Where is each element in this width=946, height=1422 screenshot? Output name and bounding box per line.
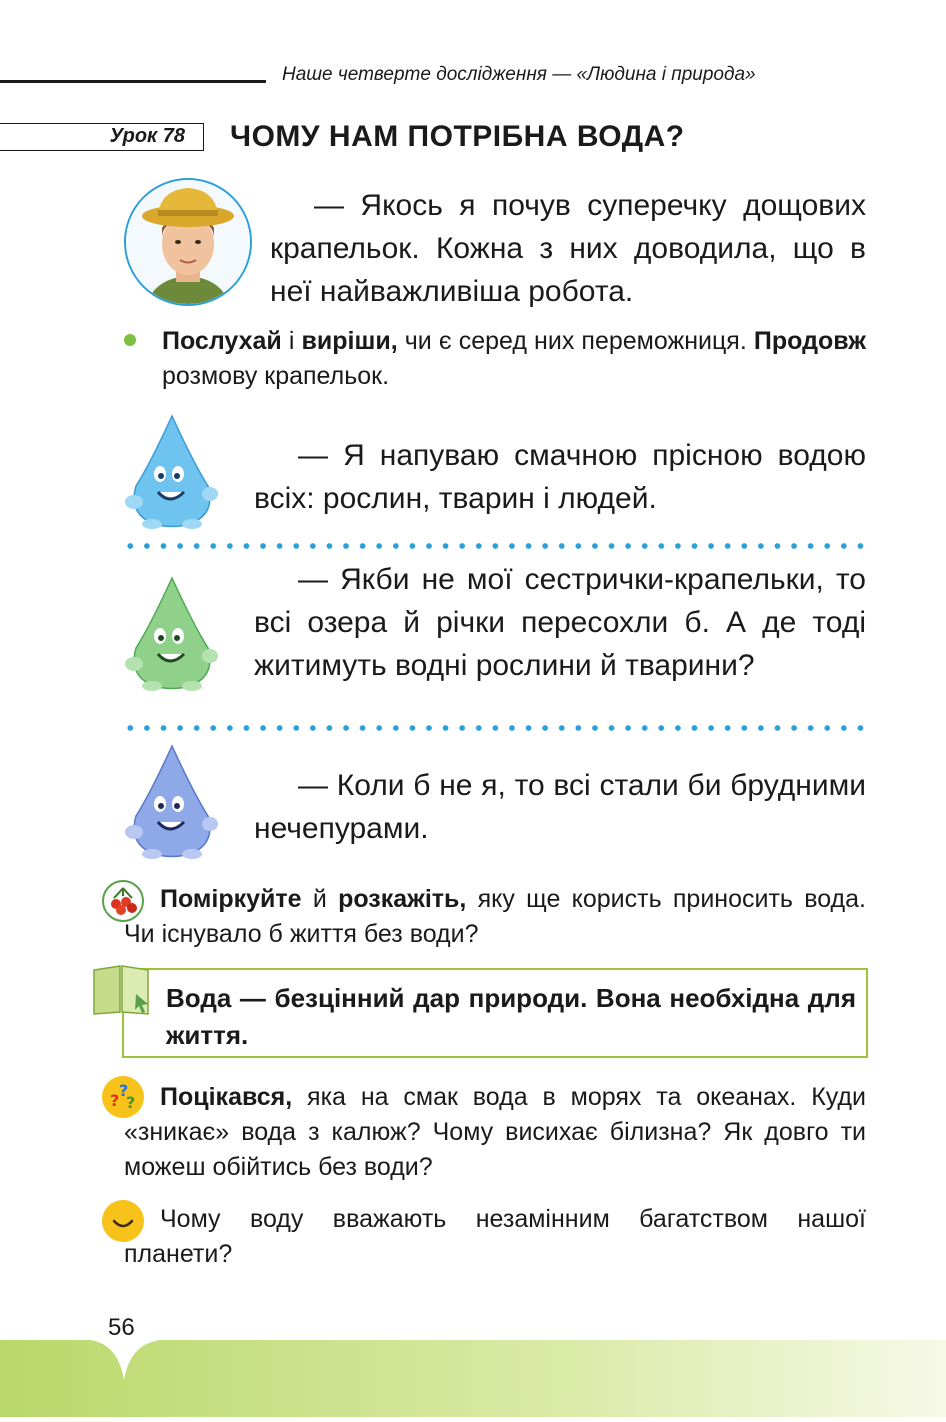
droplet-2-text: — Якби не мої сестрички-крапельки, то всі озера й річки пересохли б. А де тоді житимуть водні рослини й тварини? [254, 563, 866, 682]
intro-text: — Якось я почув суперечку дощових крапельок. Кожна з них доводила, що в неї найважливіша робота. [270, 189, 866, 308]
svg-text:?: ? [126, 1093, 136, 1112]
dotted-divider [122, 725, 870, 731]
violet-droplet-icon [124, 744, 220, 859]
open-book-icon [92, 964, 152, 1016]
droplet-3-text: — Коли б не я, то всі стали би брудними нечепурами. [254, 769, 866, 845]
question-text: Чому воду вважають незамінним багатством нашої планети? [124, 1205, 866, 1268]
page-number: 56 [108, 1314, 135, 1341]
boy-portrait-image [124, 178, 252, 306]
bullet-dot-icon [124, 334, 136, 346]
svg-text:?: ? [110, 1091, 120, 1110]
svg-text:?: ? [119, 1081, 129, 1100]
discuss-text: Поміркуйте й розкажіть, яку ще користь приносить вода. Чи існувало б життя без води? [124, 885, 866, 948]
page-title: ЧОМУ НАМ ПОТРІБНА ВОДА? [230, 120, 685, 153]
curious-text: Поцікався, яка на смак вода в морях та океанах. Куди «зникає» вода з калюж? Чому висихає білизна? Як довго ти можеш обійтись без води? [124, 1083, 866, 1181]
footer-band [0, 1340, 946, 1417]
blue-droplet-icon [124, 414, 220, 529]
droplet-1-text: — Я напуваю смачною прісною водою всіх: рослин, тварин і людей. [254, 439, 866, 515]
section-title: Наше четверте дослідження — «Людина і природа» [282, 64, 756, 85]
green-droplet-icon [124, 576, 220, 691]
dotted-divider [122, 543, 870, 549]
task-text: Послухай і виріши, чи є серед них переможниця. Продовж розмову крапельок. [162, 327, 866, 390]
rule-text: Вода — безцінний дар природи. Вона необхідна для життя. [166, 983, 856, 1050]
header-rule [0, 80, 266, 83]
lesson-label: Урок 78 [0, 123, 204, 151]
